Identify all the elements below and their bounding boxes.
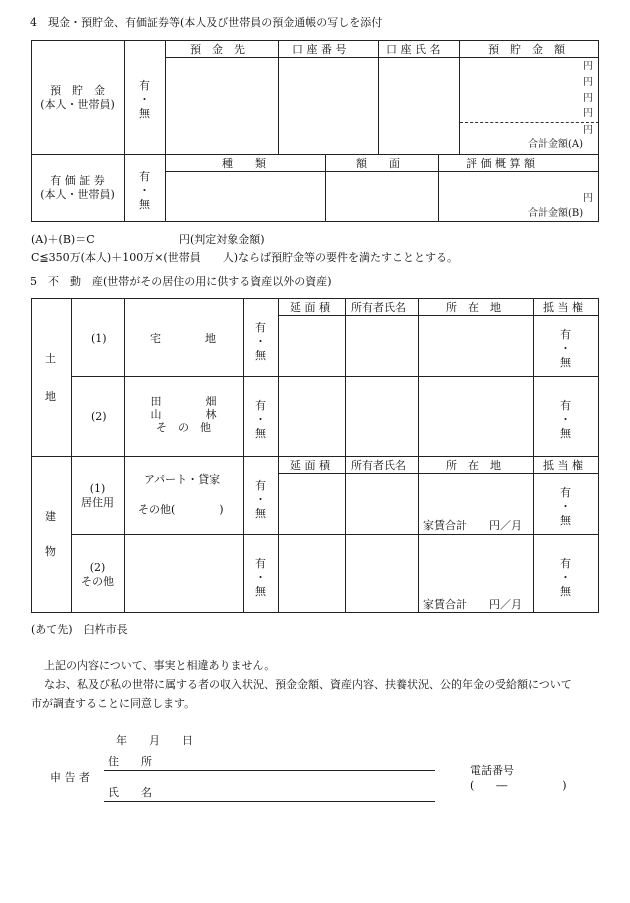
t4-line [598,40,599,222]
t5-line [598,298,599,613]
rent-total-1: 家賃合計 円／月 [423,519,522,532]
t4-line [165,57,599,58]
hdr-mortgage: 抵 当 権 [543,301,583,314]
t5-line [278,315,599,316]
date-field[interactable]: 年 月 日 [116,734,193,747]
mortgage-building-2: 有 ・ 無 [560,557,571,598]
building-row1-name1: アパート・貸家 [144,473,221,486]
umu-building-2: 有 ・ 無 [255,557,266,598]
mortgage-building-1: 有 ・ 無 [560,486,571,527]
land-row1-num: (1) [91,332,107,345]
t5-line [31,456,599,457]
hdr-face: 額 面 [356,157,400,170]
land-row2-names: 田 畑 山 林 そ の 他 [150,395,217,435]
building-row2-num: (2) その他 [81,561,114,588]
hdr-owner: 所有者氏名 [351,459,406,472]
t5-line [278,473,599,474]
address-label: 住 所 [108,755,152,768]
name-field[interactable] [104,801,435,802]
t5-line [124,298,125,613]
t4-line [165,171,599,172]
formula-1: (A)＋(B)＝C [31,233,95,246]
t5-line [31,298,32,613]
declaration-line-3: 市が調査することに同意します。 [31,697,196,710]
t4-line [278,40,279,155]
land-row1-name: 宅 地 [150,332,216,345]
section4-heading: 4 現金・預貯金、有価証券等(本人及び世帯員の預金通帳の写しを添付 [30,16,383,29]
hdr-area: 延 面 積 [290,459,330,472]
t4-line [31,221,599,222]
total-a: 合計金額(A) [528,139,584,150]
umu-land-2: 有 ・ 無 [255,399,266,440]
t4-line [378,40,379,155]
hdr-owner: 所有者氏名 [351,301,406,314]
declaration-line-1: 上記の内容について、事実と相違ありません。 [44,659,276,672]
declarant-label: 申 告 者 [50,771,90,784]
t5-line [31,612,599,613]
building-row1-name2: その他( ) [138,503,224,516]
phone-field[interactable]: ( ― ) [470,779,567,792]
mortgage-land-1: 有 ・ 無 [560,328,571,369]
building-row1-num: (1) 居住用 [81,482,114,509]
hdr-location: 所 在 地 [446,301,501,314]
securities-label: 有 価 証 券 (本人・世帯員) [40,174,115,201]
umu-building-1: 有 ・ 無 [255,479,266,520]
hdr-amount: 預 貯 金 額 [488,43,565,56]
deposit-umu: 有 ・ 無 [139,79,150,120]
t5-line [278,298,279,613]
yen-5: 円 [583,125,593,136]
t5-line [345,298,346,613]
formula-1-yen: 円(判定対象金額) [179,233,265,246]
land-label-2: 地 [45,390,56,403]
t4-line [325,154,326,222]
yen-6: 円 [583,193,593,204]
hdr-account-no: 口 座 番 号 [292,43,347,56]
phone-label: 電話番号 [470,764,514,777]
t4-line [31,154,599,155]
rent-total-2: 家賃合計 円／月 [423,598,522,611]
mortgage-land-2: 有 ・ 無 [560,399,571,440]
hdr-valuation: 評 価 概 算 額 [466,157,535,170]
formula-2: C≦350万(本人)＋100万×(世帯員 人)ならば預貯金等の要件を満たすこととする。 [31,251,459,264]
hdr-account-name: 口 座 氏 名 [386,43,441,56]
address-field[interactable] [104,770,435,771]
umu-land-1: 有 ・ 無 [255,321,266,362]
hdr-mortgage: 抵 当 権 [543,459,583,472]
t5-line [71,376,599,377]
building-label-2: 物 [45,545,56,558]
t4-line [459,40,460,155]
hdr-type: 種 類 [222,157,266,170]
t5-line [418,298,419,613]
t4-line [438,154,439,222]
section5-heading: 5 不 動 産(世帯がその居住の用に供する資産以外の資産) [30,275,332,288]
hdr-bank: 預 金 先 [190,43,245,56]
building-label-1: 建 [45,510,56,523]
yen-2: 円 [583,77,593,88]
land-label-1: 土 [45,352,56,365]
yen-1: 円 [583,61,593,72]
yen-4: 円 [583,108,593,119]
hdr-area: 延 面 積 [290,301,330,314]
deposit-label: 預 貯 金 (本人・世帯員) [40,84,115,111]
name-label: 氏 名 [108,786,152,799]
t5-line [31,298,599,299]
land-row2-num: (2) [91,410,107,423]
yen-3: 円 [583,93,593,104]
t4-line [31,40,599,41]
addressee: (あて先) 臼杵市長 [31,623,128,636]
securities-umu: 有 ・ 無 [139,170,150,211]
hdr-location: 所 在 地 [446,459,501,472]
t4-line [165,40,166,222]
total-b: 合計金額(B) [528,208,584,219]
declaration-line-2: なお、私及び私の世帯に属する者の収入状況、預金金額、資産内容、扶養状況、公的年金の受給額について [44,678,572,691]
t5-line [71,534,599,535]
t4-dash [460,122,599,123]
